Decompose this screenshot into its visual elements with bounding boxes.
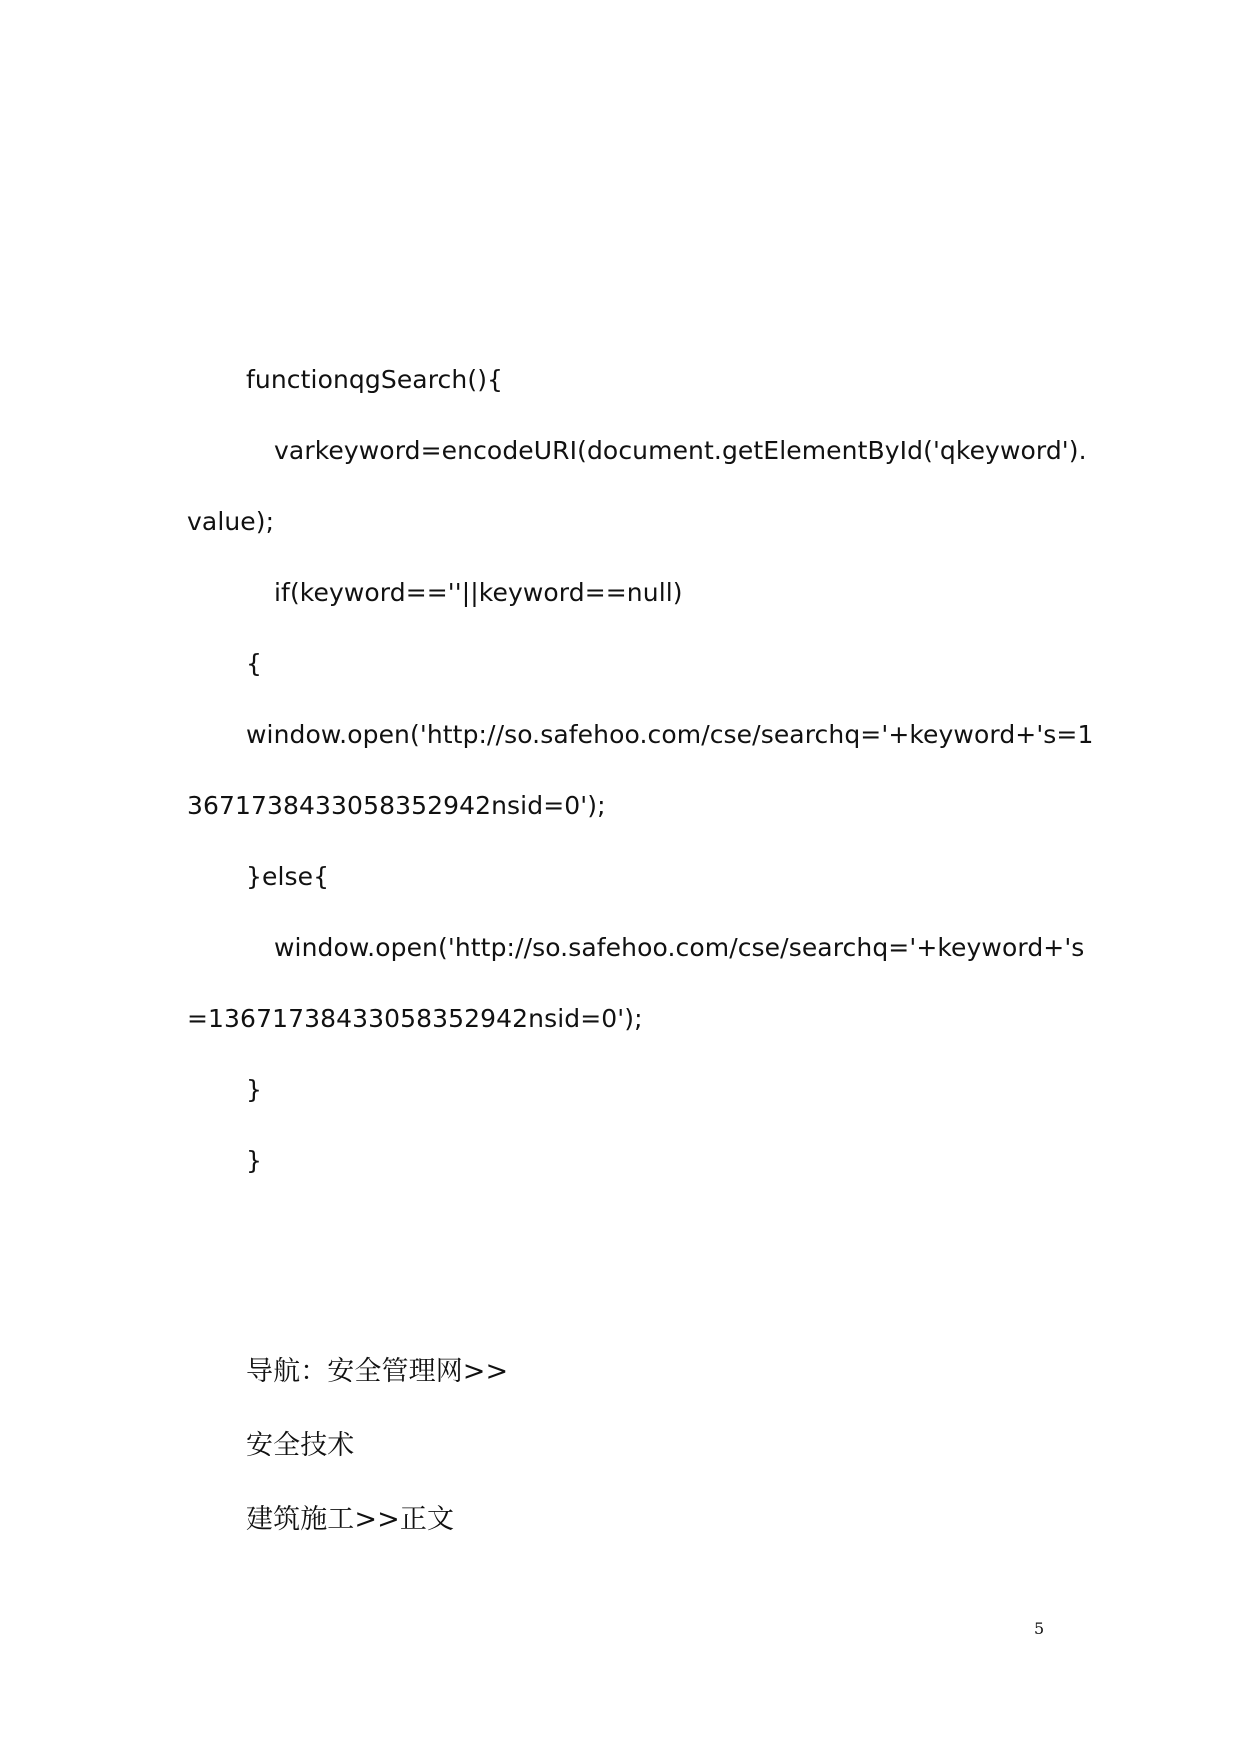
code-line-function-declaration: functionqgSearch(){ <box>246 365 504 394</box>
code-line-close-brace-inner: } <box>246 1075 263 1104</box>
code-line-window-open-first-continued: 3671738433058352942nsid=0'); <box>187 791 606 820</box>
code-line-open-brace: { <box>246 649 263 678</box>
code-line-window-open-first: window.open('http://so.safehoo.com/cse/searchq='+keyword+'s=1 <box>246 720 1094 749</box>
code-line-else: }else{ <box>246 862 330 891</box>
code-line-close-brace-outer: } <box>246 1146 263 1175</box>
code-line-window-open-second: window.open('http://so.safehoo.com/cse/searchq='+keyword+'s <box>274 933 1085 962</box>
code-line-window-open-second-continued: =13671738433058352942nsid=0'); <box>187 1004 643 1033</box>
breadcrumb-navigation: 导航：安全管理网>> <box>246 1356 509 1387</box>
page-number: 5 <box>1034 1619 1045 1638</box>
code-line-if-condition: if(keyword==''||keyword==null) <box>274 578 683 607</box>
code-line-keyword-assignment: varkeyword=encodeURI(document.getElementById('qkeyword'). <box>274 436 1087 465</box>
code-line-keyword-assignment-continued: value); <box>187 507 275 536</box>
breadcrumb-current-page: 建筑施工>>正文 <box>246 1504 455 1535</box>
breadcrumb-category: 安全技术 <box>246 1430 355 1461</box>
